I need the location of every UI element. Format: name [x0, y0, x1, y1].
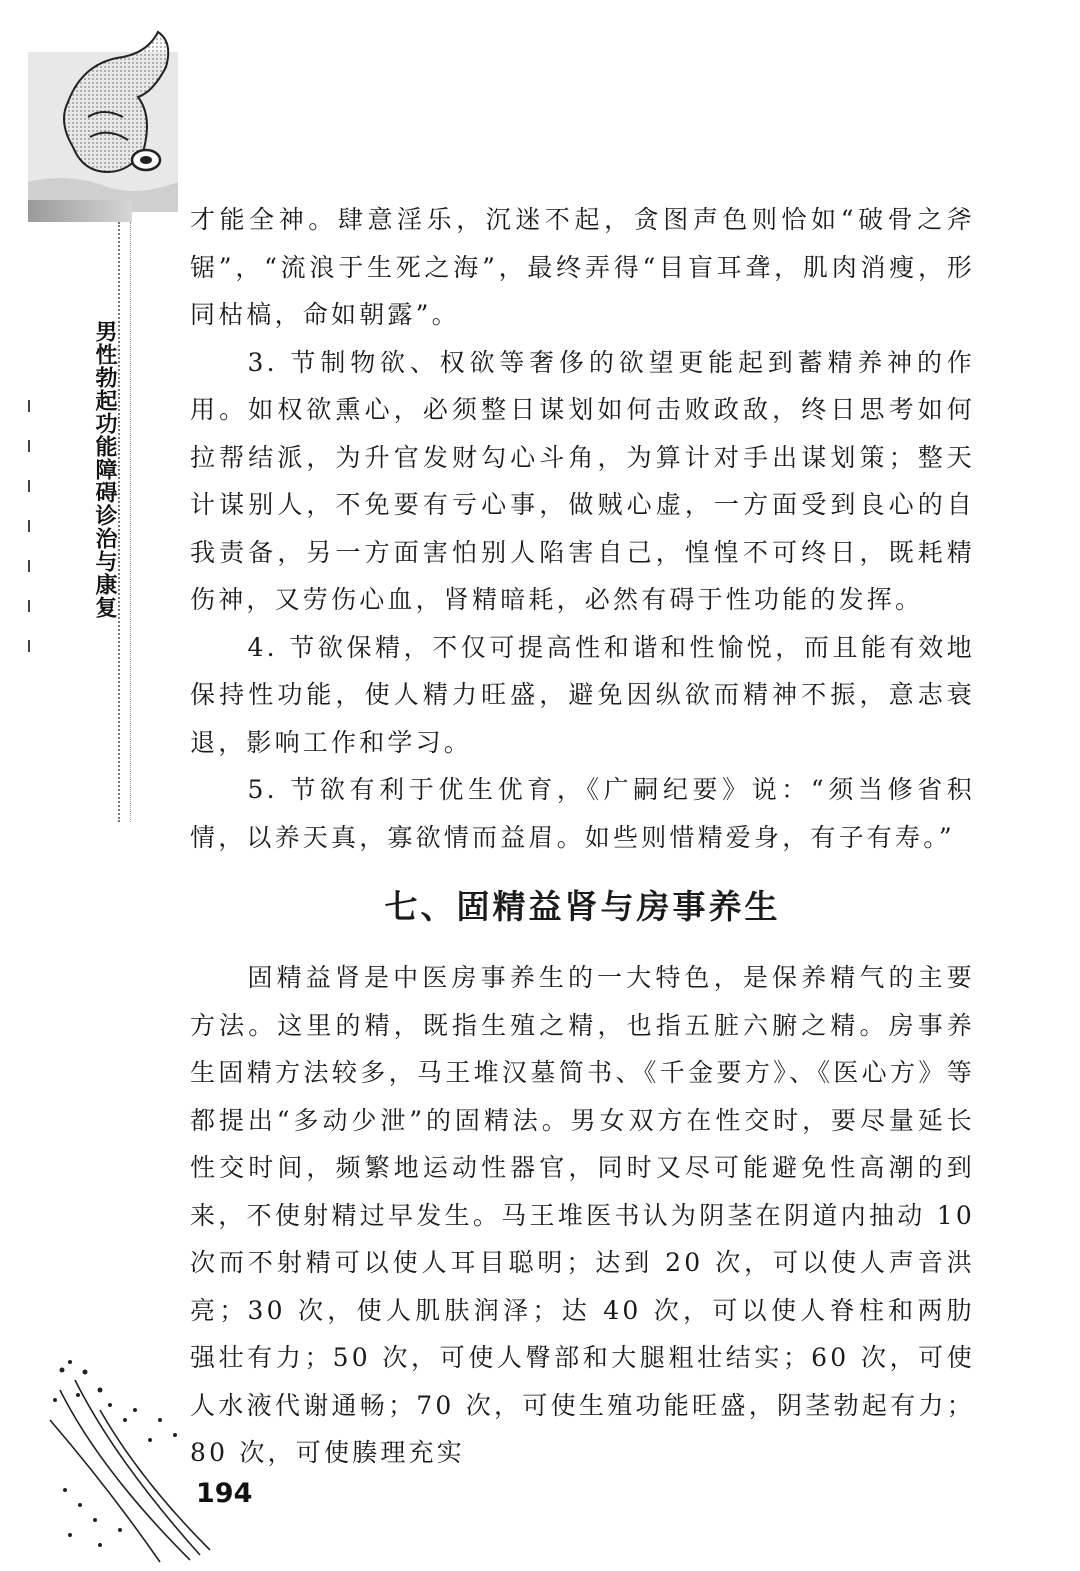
margin-ticks — [28, 400, 31, 720]
page-body — [190, 196, 975, 1477]
paragraph-point-4: 4. 节欲保精，不仅可提高性和谐和性愉悦，而且能有效地保持性功能，使人精力旺盛，避免因纵欲而精神不振，意志衰退，影响工作和学习。 — [190, 632, 975, 757]
floral-decoration — [40, 1350, 220, 1565]
paragraph-section-body: 固精益肾是中医房事养生的一大特色，是保养精气的主要方法。这里的精，既指生殖之精，也指五脏六腑之精。房事养生固精方法较多，马王堆汉墓简书、《千金要方》、《医心方》等都提出“多动少泄”的固精法。男女双方在性交时，要尽量延长性交时间，频繁地运动性器官，同时又尽可能避免性高潮的到来，不使射精过早发生。马王堆医书认为阴茎在阴道内抽动 10 次而不射精可以使人耳目聪明；达到 20 次，可以使人声音洪亮；30 次，使人肌肤润泽；达 40 次，可以使人脊柱和两肋强壮有力；50 次，可使人臀部和大腿粗壮结实；60 次，可使人水液代谢通畅；70 次，可使生殖功能旺盛，阴茎勃起有力；80 次，可使腠理充实 — [190, 963, 975, 1467]
margin-dotted-rule — [118, 222, 120, 822]
paragraph-point-3: 3. 节制物欲、权欲等奢侈的欲望更能起到蓄精养神的作用。如权欲熏心，必须整日谋划如何击败政敌，终日思考如何拉帮结派，为升官发财勾心斗角，为算计对手出谋划策；整天计谋别人，不免要有亏心事，做贼心虚，一方面受到良心的自我责备，另一方面害怕别人陷害自己，惶惶不可终日，既耗精伤神，又劳伤心血，肾精暗耗，必然有碍于性功能的发挥。 — [190, 347, 975, 614]
paragraph-continued: 才能全神。肆意淫乐，沉迷不起，贪图声色则恰如“破骨之斧锯”，“流浪于生死之海”，最终弄得“目盲耳聋，肌肉消瘦，形同枯槁，命如朝露”。 — [190, 205, 975, 329]
strongman-illustration — [28, 22, 178, 212]
page-number: 194 — [196, 1478, 253, 1509]
running-book-title: 男性勃起功能障碍诊治与康复 — [92, 320, 117, 619]
section-heading: 七、固精益肾与房事养生 — [384, 887, 781, 926]
margin-dotted-rule-secondary — [130, 222, 131, 822]
header-band — [28, 200, 132, 222]
paragraph-point-5: 5. 节欲有利于优生优育，《广嗣纪要》说：“须当修省积情，以养天真，寡欲情而益眉。如些则惜精爱身，有子有寿。” — [190, 775, 975, 852]
